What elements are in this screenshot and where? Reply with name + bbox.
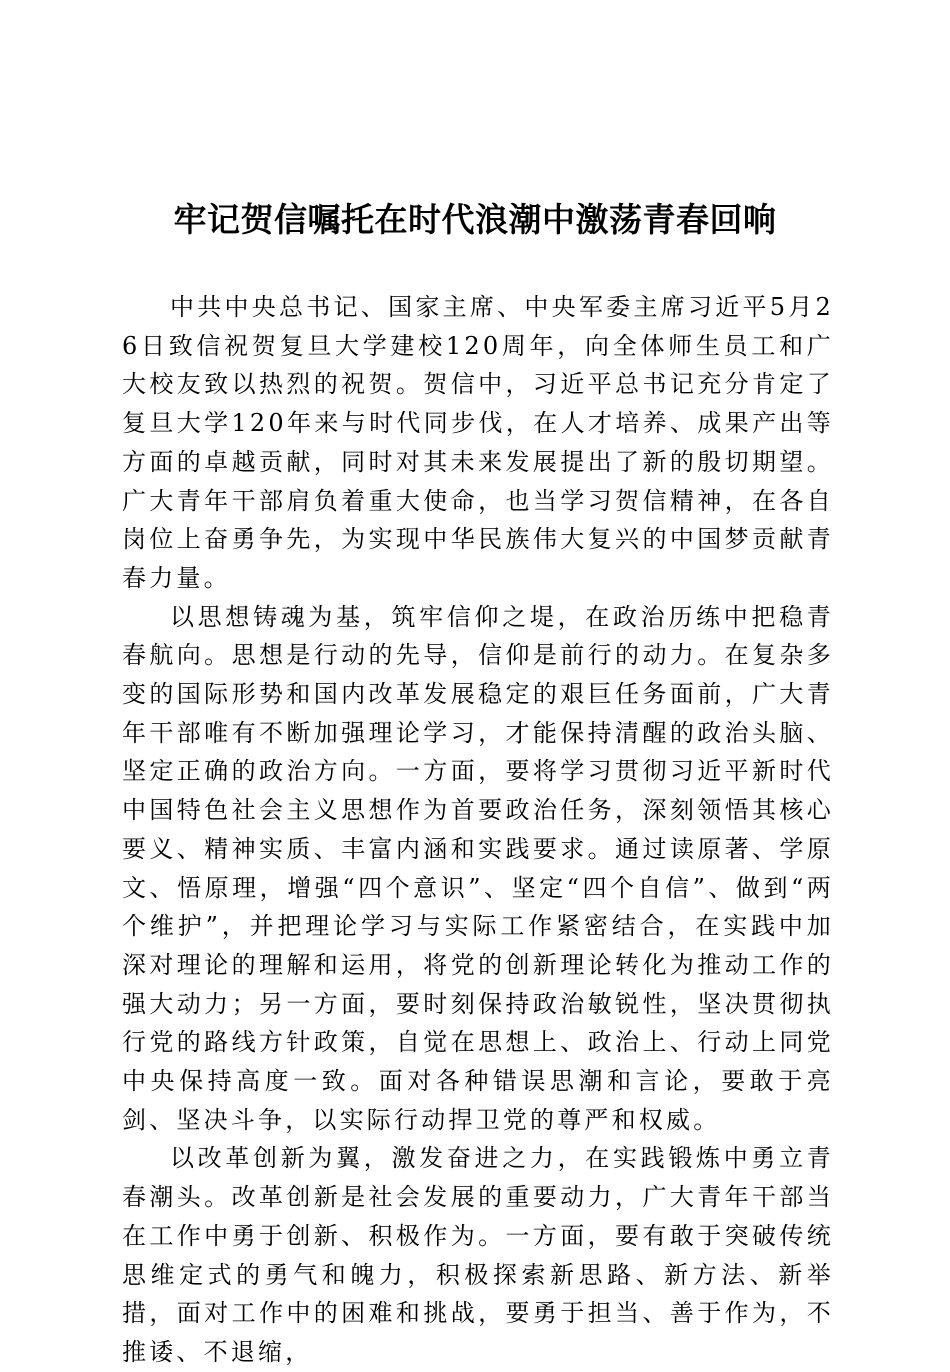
document-body (122, 288, 834, 1372)
document-title: 牢记贺信嘱托在时代浪潮中激荡青春回响 (173, 200, 777, 239)
paragraph-2: 以思想铸魂为基，筑牢信仰之堤，在政治历练中把稳青春航向。思想是行动的先导，信仰是前行的动力。在复杂多变的国际形势和国内改革发展稳定的艰巨任务面前，广大青年干部唯有不断加强理论学习，才能保持清醒的政治头脑、坚定正确的政治方向。一方面，要将学习贯彻习近平新时代中国特色社会主义思想作为首要政治任务，深刻领悟其核心要义、精神实质、丰富内涵和实践要求。通过读原著、学原文、悟原理，增强“四个意识”、坚定“四个自信”、做到“两个维护”，并把理论学习与实际工作紧密结合，在实践中加深对理论的理解和运用，将党的创新理论转化为推动工作的强大动力；另一方面，要时刻保持政治敏锐性，坚决贯彻执行党的路线方针政策，自觉在思想上、政治上、行动上同党中央保持高度一致。面对各种错误思潮和言论，要敢于亮剑、坚决斗争，以实际行动捍卫党的尊严和权威。 (122, 602, 834, 1134)
paragraph-3: 以改革创新为翼，激发奋进之力，在实践锻炼中勇立青春潮头。改革创新是社会发展的重要动力，广大青年干部当在工作中勇于创新、积极作为。一方面，要有敢于突破传统思维定式的勇气和魄力，积极探索新思路、新方法、新举措，面对工作中的困难和挑战，要勇于担当、善于作为，不推诿、不退缩， (122, 1144, 834, 1366)
paragraph-1: 中共中央总书记、国家主席、中央军委主席习近平5月26日致信祝贺复旦大学建校120周年，向全体师生员工和广大校友致以热烈的祝贺。贺信中，习近平总书记充分肯定了复旦大学120年来与时代同步伐，在人才培养、成果产出等方面的卓越贡献，同时对其未来发展提出了新的殷切期望。广大青年干部肩负着重大使命，也当学习贺信精神，在各自岗位上奋勇争先，为实现中华民族伟大复兴的中国梦贡献青春力量。 (122, 293, 834, 592)
